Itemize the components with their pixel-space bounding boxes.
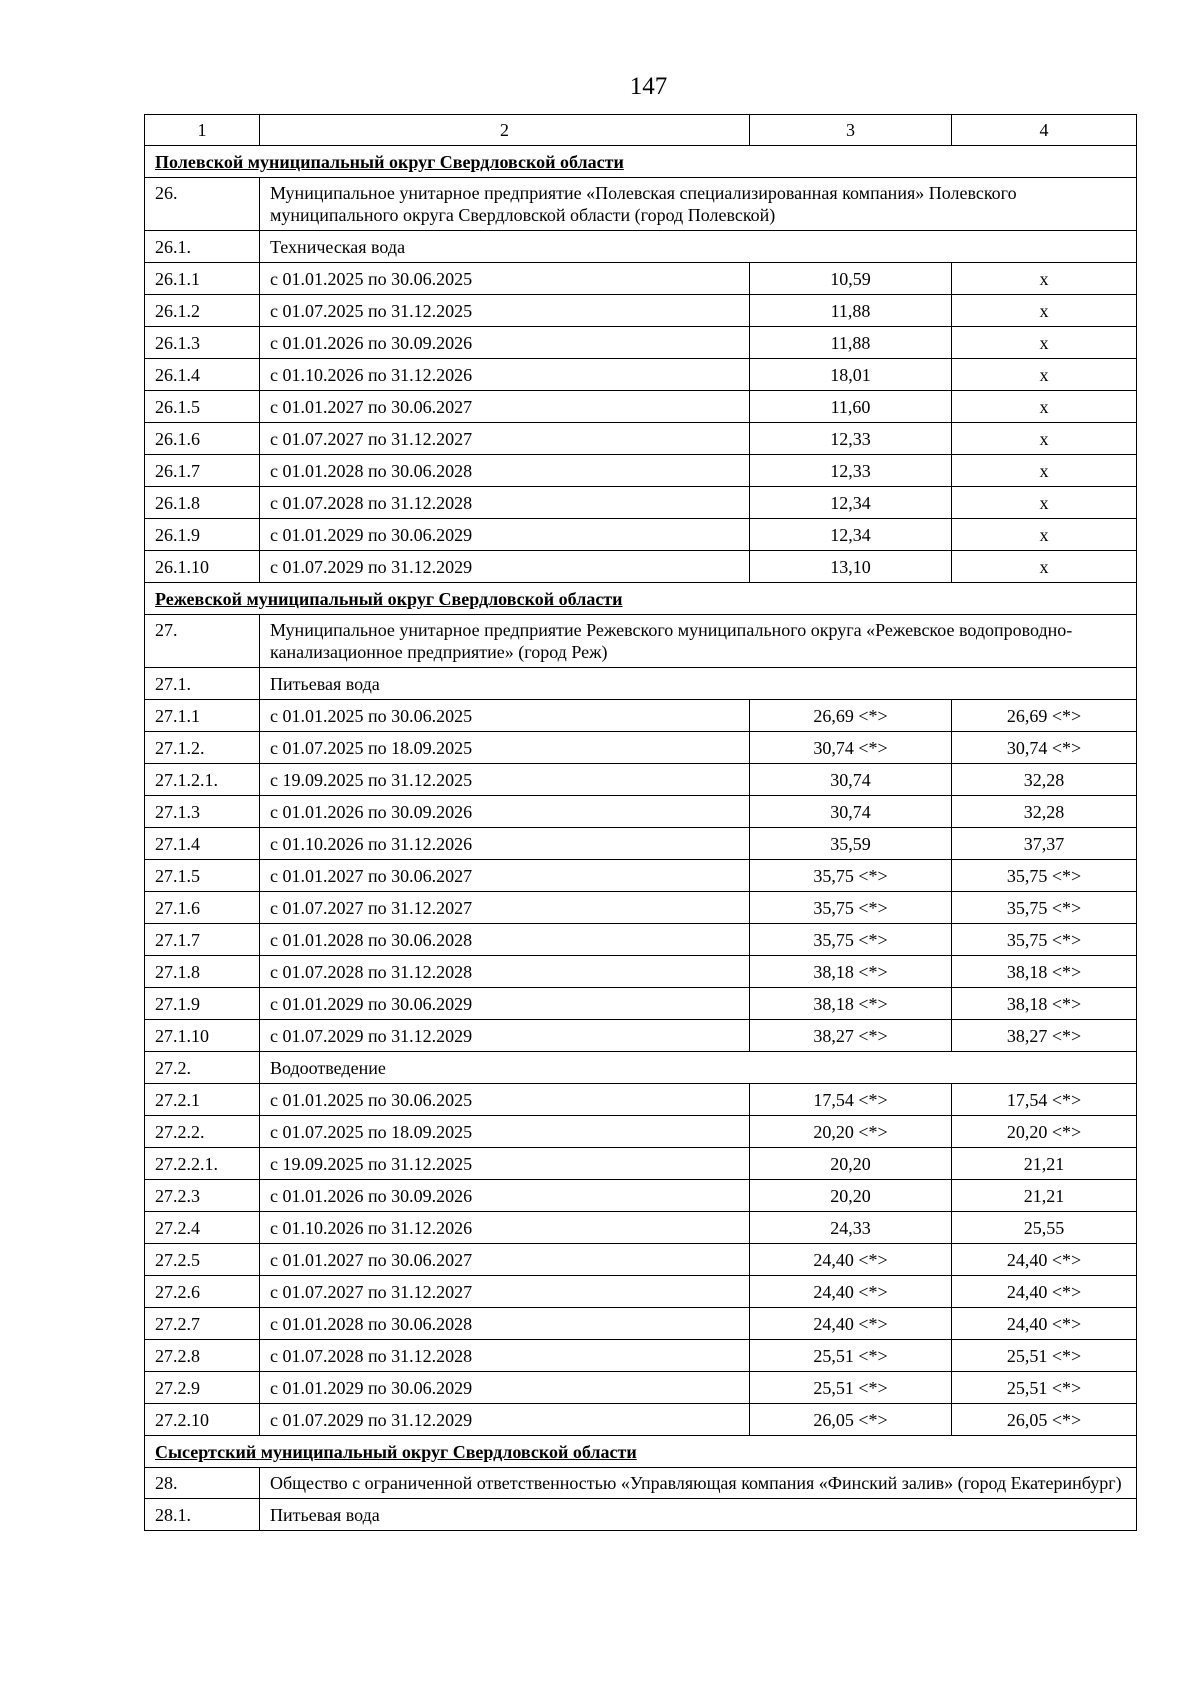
- tariff-value-col3: 10,59: [750, 263, 952, 295]
- tariff-row: [145, 1180, 1137, 1212]
- tariff-value-col3: 38,18 <*>: [750, 956, 952, 988]
- column-number-header: 3: [750, 115, 952, 146]
- tariff-row: [145, 295, 1137, 327]
- row-number: 27.1.5: [145, 860, 260, 892]
- tariff-period: с 01.07.2027 по 31.12.2027: [260, 892, 750, 924]
- tariff-row: [145, 1404, 1137, 1436]
- tariff-value-col4: х: [952, 263, 1137, 295]
- service-type-row: [145, 1499, 1137, 1531]
- tariff-value-col3: 25,51 <*>: [750, 1372, 952, 1404]
- tariff-table: [144, 114, 1137, 1531]
- tariff-value-col3: 25,51 <*>: [750, 1340, 952, 1372]
- row-number: 27.1.10: [145, 1020, 260, 1052]
- tariff-period: с 01.07.2029 по 31.12.2029: [260, 1020, 750, 1052]
- row-number: 27.2.10: [145, 1404, 260, 1436]
- row-number: 26.1.7: [145, 455, 260, 487]
- tariff-period: с 01.01.2029 по 30.06.2029: [260, 519, 750, 551]
- row-number: 28.1.: [145, 1499, 260, 1531]
- tariff-row: [145, 828, 1137, 860]
- service-type-row: [145, 668, 1137, 700]
- row-number: 27.2.4: [145, 1212, 260, 1244]
- tariff-value-col4: 17,54 <*>: [952, 1084, 1137, 1116]
- row-number: 26.1.3: [145, 327, 260, 359]
- tariff-period: с 19.09.2025 по 31.12.2025: [260, 764, 750, 796]
- organization-row: [145, 1468, 1137, 1499]
- row-number: 27.2.2.: [145, 1116, 260, 1148]
- tariff-period: с 01.01.2026 по 30.09.2026: [260, 327, 750, 359]
- tariff-value-col4: х: [952, 455, 1137, 487]
- row-number: 27.: [145, 615, 260, 668]
- row-number: 28.: [145, 1468, 260, 1499]
- tariff-period: с 01.01.2025 по 30.06.2025: [260, 700, 750, 732]
- row-number: 27.2.2.1.: [145, 1148, 260, 1180]
- section-heading-row: [145, 583, 1137, 615]
- tariff-value-col3: 24,40 <*>: [750, 1244, 952, 1276]
- row-number: 27.1.8: [145, 956, 260, 988]
- tariff-row: [145, 1084, 1137, 1116]
- tariff-value-col3: 38,27 <*>: [750, 1020, 952, 1052]
- row-number: 26.1.9: [145, 519, 260, 551]
- row-number: 27.1.: [145, 668, 260, 700]
- row-number: 27.1.2.: [145, 732, 260, 764]
- tariff-value-col3: 24,40 <*>: [750, 1308, 952, 1340]
- service-type-row: [145, 1052, 1137, 1084]
- tariff-period: с 01.01.2027 по 30.06.2027: [260, 860, 750, 892]
- tariff-value-col4: 21,21: [952, 1148, 1137, 1180]
- row-number: 26.1.8: [145, 487, 260, 519]
- row-number: 26.1.6: [145, 423, 260, 455]
- tariff-value-col4: х: [952, 519, 1137, 551]
- row-number: 27.1.7: [145, 924, 260, 956]
- service-type: Техническая вода: [260, 231, 1137, 263]
- service-type: Питьевая вода: [260, 1499, 1137, 1531]
- organization-name: Муниципальное унитарное предприятие Режевского муниципального округа «Режевское водопроводно-канализационное предприятие» (город Реж): [260, 615, 1137, 668]
- tariff-row: [145, 1116, 1137, 1148]
- tariff-period: с 01.07.2027 по 31.12.2027: [260, 1276, 750, 1308]
- tariff-value-col4: 37,37: [952, 828, 1137, 860]
- tariff-period: с 01.07.2028 по 31.12.2028: [260, 487, 750, 519]
- row-number: 27.1.4: [145, 828, 260, 860]
- tariff-value-col4: х: [952, 551, 1137, 583]
- tariff-value-col3: 30,74: [750, 796, 952, 828]
- tariff-row: [145, 796, 1137, 828]
- section-heading-row: [145, 146, 1137, 178]
- row-number: 27.2.8: [145, 1340, 260, 1372]
- tariff-value-col4: 26,69 <*>: [952, 700, 1137, 732]
- row-number: 27.2.6: [145, 1276, 260, 1308]
- row-number: 27.2.9: [145, 1372, 260, 1404]
- row-number: 27.1.2.1.: [145, 764, 260, 796]
- tariff-value-col4: 24,40 <*>: [952, 1308, 1137, 1340]
- tariff-value-col3: 30,74: [750, 764, 952, 796]
- tariff-period: с 01.01.2028 по 30.06.2028: [260, 1308, 750, 1340]
- tariff-value-col4: х: [952, 327, 1137, 359]
- service-type: Водоотведение: [260, 1052, 1137, 1084]
- row-number: 26.1.4: [145, 359, 260, 391]
- tariff-value-col3: 20,20: [750, 1148, 952, 1180]
- tariff-value-col3: 12,33: [750, 455, 952, 487]
- tariff-row: [145, 924, 1137, 956]
- section-heading: Сысертский муниципальный округ Свердловской области: [145, 1436, 1137, 1468]
- row-number: 27.2.3: [145, 1180, 260, 1212]
- tariff-period: с 01.01.2028 по 30.06.2028: [260, 924, 750, 956]
- tariff-value-col4: 35,75 <*>: [952, 924, 1137, 956]
- tariff-value-col4: 30,74 <*>: [952, 732, 1137, 764]
- tariff-value-col3: 35,59: [750, 828, 952, 860]
- tariff-period: с 01.07.2028 по 31.12.2028: [260, 1340, 750, 1372]
- organization-name: Общество с ограниченной ответственностью «Управляющая компания «Финский залив» (город Екатеринбург): [260, 1468, 1137, 1499]
- section-heading: Режевской муниципальный округ Свердловской области: [145, 583, 1137, 615]
- row-number: 27.2.7: [145, 1308, 260, 1340]
- tariff-value-col3: 13,10: [750, 551, 952, 583]
- tariff-value-col3: 18,01: [750, 359, 952, 391]
- tariff-value-col4: 20,20 <*>: [952, 1116, 1137, 1148]
- tariff-period: с 01.10.2026 по 31.12.2026: [260, 359, 750, 391]
- tariff-row: [145, 263, 1137, 295]
- row-number: 27.2.5: [145, 1244, 260, 1276]
- tariff-value-col3: 26,69 <*>: [750, 700, 952, 732]
- tariff-value-col4: 26,05 <*>: [952, 1404, 1137, 1436]
- column-number-header: 2: [260, 115, 750, 146]
- tariff-row: [145, 423, 1137, 455]
- tariff-value-col3: 12,34: [750, 487, 952, 519]
- page-number: 147: [629, 73, 668, 100]
- tariff-row: [145, 700, 1137, 732]
- tariff-row: [145, 1276, 1137, 1308]
- tariff-period: с 01.01.2029 по 30.06.2029: [260, 988, 750, 1020]
- tariff-period: с 01.01.2025 по 30.06.2025: [260, 1084, 750, 1116]
- tariff-value-col3: 20,20: [750, 1180, 952, 1212]
- tariff-value-col3: 20,20 <*>: [750, 1116, 952, 1148]
- tariff-value-col3: 35,75 <*>: [750, 892, 952, 924]
- row-number: 26.1.2: [145, 295, 260, 327]
- tariff-value-col3: 30,74 <*>: [750, 732, 952, 764]
- tariff-row: [145, 519, 1137, 551]
- organization-row: [145, 178, 1137, 231]
- tariff-row: [145, 327, 1137, 359]
- row-number: 27.1.1: [145, 700, 260, 732]
- tariff-row: [145, 391, 1137, 423]
- tariff-value-col4: х: [952, 487, 1137, 519]
- row-number: 26.1.5: [145, 391, 260, 423]
- tariff-row: [145, 1212, 1137, 1244]
- tariff-value-col3: 38,18 <*>: [750, 988, 952, 1020]
- tariff-row: [145, 1148, 1137, 1180]
- row-number: 27.2.: [145, 1052, 260, 1084]
- tariff-row: [145, 860, 1137, 892]
- row-number: 26.: [145, 178, 260, 231]
- row-number: 26.1.: [145, 231, 260, 263]
- tariff-row: [145, 956, 1137, 988]
- tariff-row: [145, 359, 1137, 391]
- tariff-value-col4: 25,51 <*>: [952, 1340, 1137, 1372]
- tariff-value-col4: 25,51 <*>: [952, 1372, 1137, 1404]
- tariff-period: с 01.07.2025 по 18.09.2025: [260, 1116, 750, 1148]
- column-number-header: 4: [952, 115, 1137, 146]
- tariff-value-col3: 17,54 <*>: [750, 1084, 952, 1116]
- tariff-row: [145, 455, 1137, 487]
- tariff-value-col4: 32,28: [952, 764, 1137, 796]
- tariff-row: [145, 892, 1137, 924]
- tariff-row: [145, 1020, 1137, 1052]
- tariff-period: с 01.01.2025 по 30.06.2025: [260, 263, 750, 295]
- row-number: 26.1.10: [145, 551, 260, 583]
- tariff-value-col4: х: [952, 295, 1137, 327]
- tariff-value-col4: 38,27 <*>: [952, 1020, 1137, 1052]
- tariff-value-col4: х: [952, 423, 1137, 455]
- column-number-header: 1: [145, 115, 260, 146]
- section-heading: Полевской муниципальный округ Свердловской области: [145, 146, 1137, 178]
- row-number: 27.1.9: [145, 988, 260, 1020]
- tariff-period: с 19.09.2025 по 31.12.2025: [260, 1148, 750, 1180]
- tariff-value-col4: 35,75 <*>: [952, 892, 1137, 924]
- tariff-value-col4: 35,75 <*>: [952, 860, 1137, 892]
- tariff-row: [145, 1244, 1137, 1276]
- service-type-row: [145, 231, 1137, 263]
- section-heading-row: [145, 1436, 1137, 1468]
- tariff-row: [145, 732, 1137, 764]
- tariff-value-col3: 12,33: [750, 423, 952, 455]
- tariff-value-col3: 26,05 <*>: [750, 1404, 952, 1436]
- tariff-row: [145, 764, 1137, 796]
- tariff-value-col3: 24,40 <*>: [750, 1276, 952, 1308]
- tariff-value-col3: 11,88: [750, 295, 952, 327]
- tariff-period: с 01.07.2025 по 18.09.2025: [260, 732, 750, 764]
- tariff-row: [145, 988, 1137, 1020]
- tariff-period: с 01.07.2027 по 31.12.2027: [260, 423, 750, 455]
- organization-row: [145, 615, 1137, 668]
- tariff-period: с 01.01.2026 по 30.09.2026: [260, 796, 750, 828]
- tariff-period: с 01.07.2029 по 31.12.2029: [260, 1404, 750, 1436]
- row-number: 27.2.1: [145, 1084, 260, 1116]
- tariff-period: с 01.01.2027 по 30.06.2027: [260, 1244, 750, 1276]
- tariff-value-col4: 38,18 <*>: [952, 956, 1137, 988]
- tariff-period: с 01.01.2026 по 30.09.2026: [260, 1180, 750, 1212]
- tariff-row: [145, 551, 1137, 583]
- tariff-period: с 01.10.2026 по 31.12.2026: [260, 828, 750, 860]
- tariff-row: [145, 1372, 1137, 1404]
- tariff-value-col4: 21,21: [952, 1180, 1137, 1212]
- tariff-period: с 01.01.2028 по 30.06.2028: [260, 455, 750, 487]
- tariff-value-col3: 11,60: [750, 391, 952, 423]
- tariff-row: [145, 487, 1137, 519]
- tariff-row: [145, 1340, 1137, 1372]
- tariff-value-col3: 35,75 <*>: [750, 924, 952, 956]
- tariff-value-col3: 11,88: [750, 327, 952, 359]
- tariff-period: с 01.01.2027 по 30.06.2027: [260, 391, 750, 423]
- tariff-value-col3: 35,75 <*>: [750, 860, 952, 892]
- tariff-value-col4: 25,55: [952, 1212, 1137, 1244]
- row-number: 27.1.6: [145, 892, 260, 924]
- row-number: 26.1.1: [145, 263, 260, 295]
- tariff-value-col4: 24,40 <*>: [952, 1244, 1137, 1276]
- tariff-period: с 01.10.2026 по 31.12.2026: [260, 1212, 750, 1244]
- tariff-value-col4: 24,40 <*>: [952, 1276, 1137, 1308]
- tariff-value-col4: х: [952, 391, 1137, 423]
- tariff-table-body: [145, 115, 1137, 1531]
- column-number-header-row: [145, 115, 1137, 146]
- tariff-period: с 01.07.2029 по 31.12.2029: [260, 551, 750, 583]
- tariff-value-col4: х: [952, 359, 1137, 391]
- tariff-row: [145, 1308, 1137, 1340]
- tariff-period: с 01.07.2028 по 31.12.2028: [260, 956, 750, 988]
- tariff-period: с 01.01.2029 по 30.06.2029: [260, 1372, 750, 1404]
- tariff-value-col3: 12,34: [750, 519, 952, 551]
- service-type: Питьевая вода: [260, 668, 1137, 700]
- tariff-period: с 01.07.2025 по 31.12.2025: [260, 295, 750, 327]
- tariff-value-col3: 24,33: [750, 1212, 952, 1244]
- tariff-value-col4: 38,18 <*>: [952, 988, 1137, 1020]
- tariff-value-col4: 32,28: [952, 796, 1137, 828]
- row-number: 27.1.3: [145, 796, 260, 828]
- organization-name: Муниципальное унитарное предприятие «Полевская специализированная компания» Полевского муниципального округа Свердловской области (город Полевской): [260, 178, 1137, 231]
